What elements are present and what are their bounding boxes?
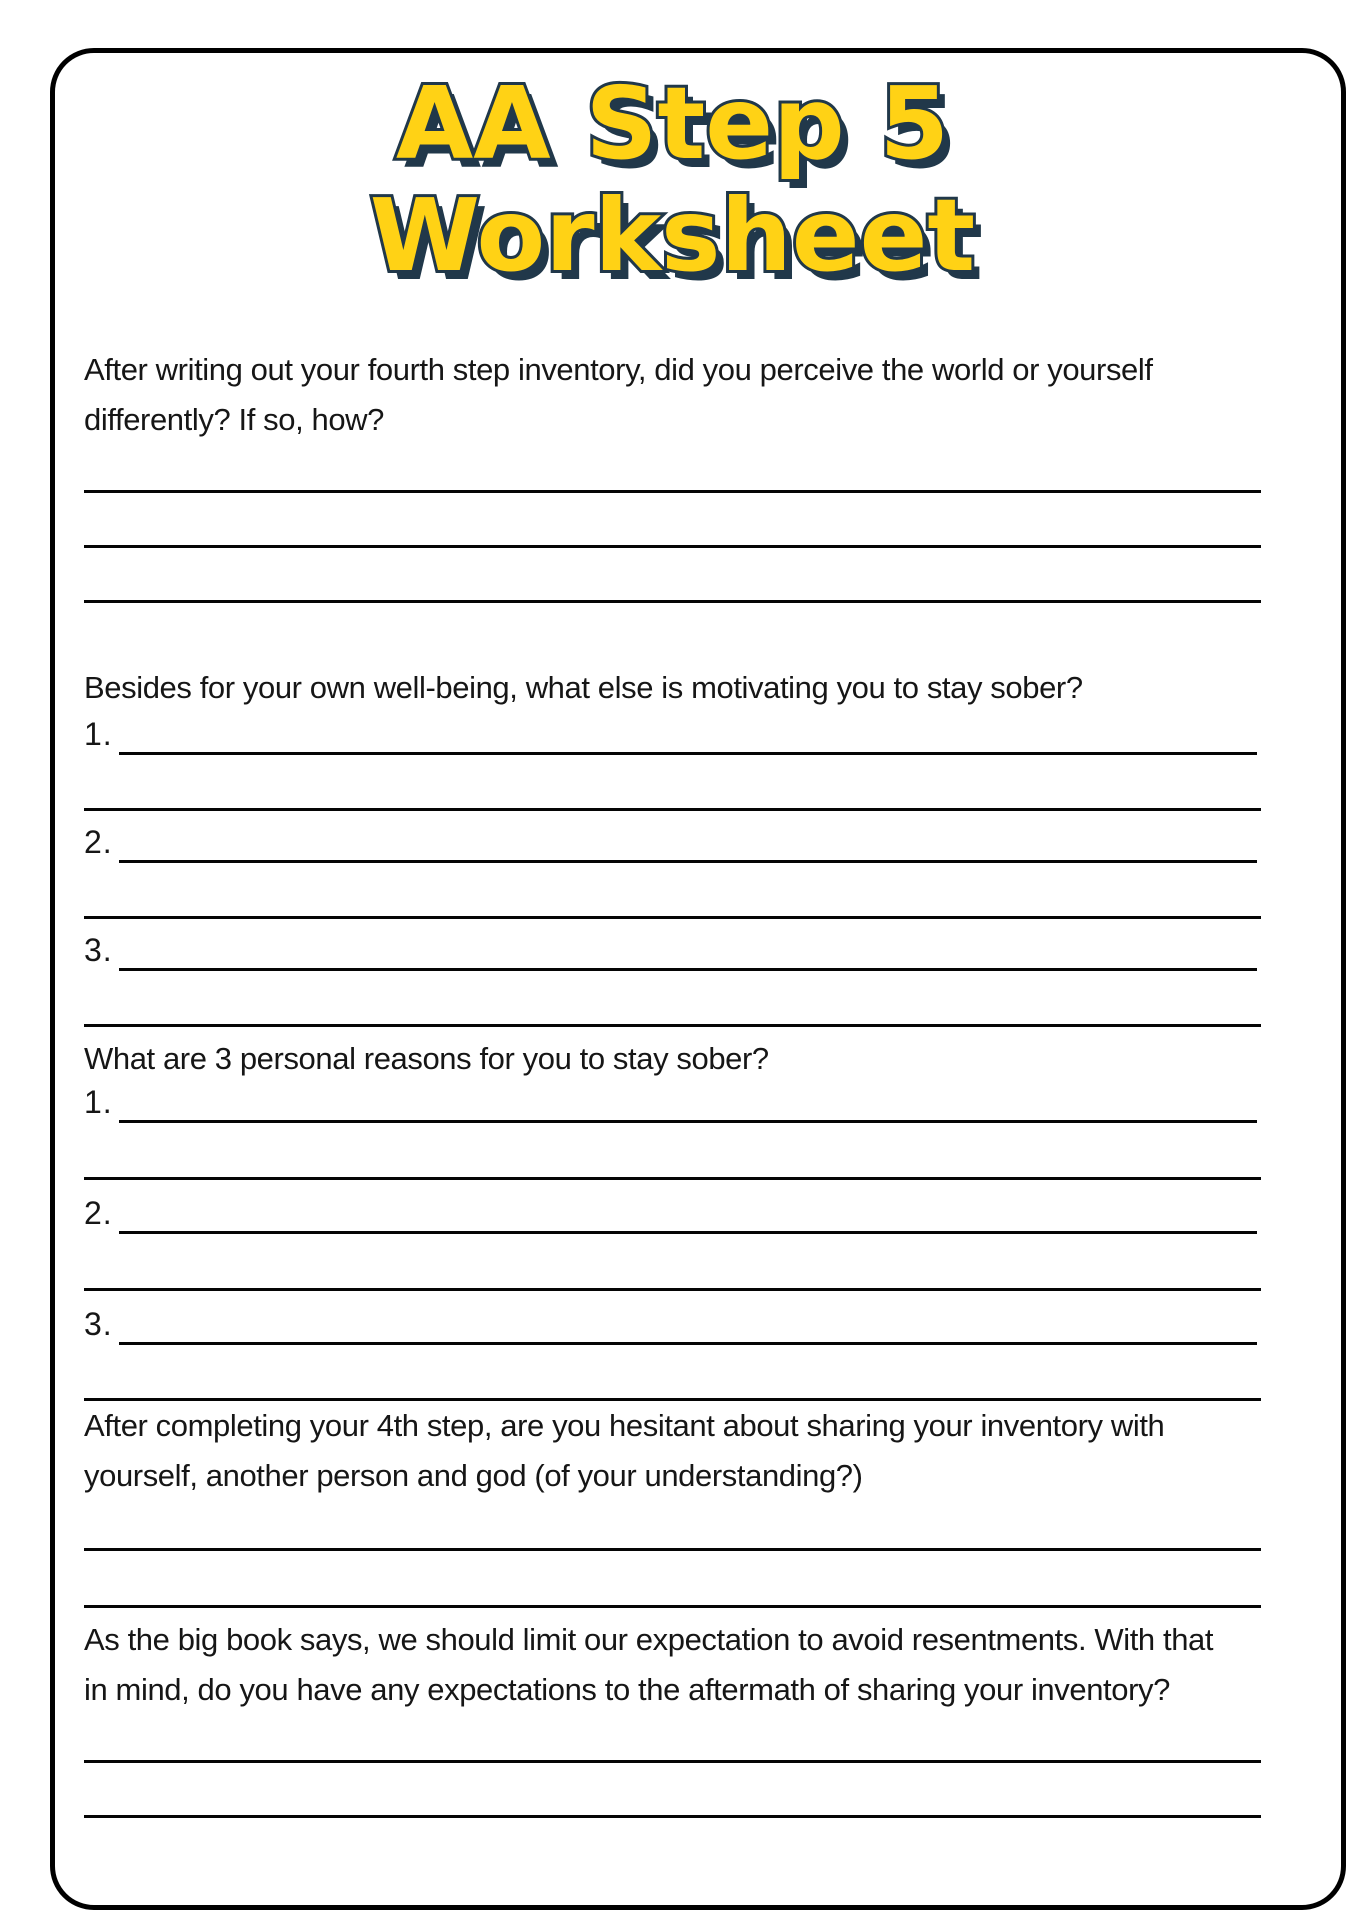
answer-line[interactable]: [119, 1066, 1257, 1123]
answer-line[interactable]: [84, 1345, 1261, 1401]
answer-line[interactable]: [84, 1234, 1261, 1291]
question-5-answer-area: [84, 1708, 1261, 1818]
question-text-line: Besides for your own well-being, what else is motivating you to stay sober?: [84, 670, 1083, 705]
answer-line[interactable]: [84, 1763, 1261, 1818]
question-text-line: differently? If so, how?: [84, 402, 385, 437]
title-line-1: AA Step 5: [395, 65, 950, 182]
question-1-text: [84, 345, 1261, 445]
question-text-line: yourself, another person and god (of your understanding?): [84, 1458, 863, 1493]
question-text-line: After completing your 4th step, are you hesitant about sharing your inventory with: [84, 1408, 1165, 1443]
answer-line[interactable]: [119, 700, 1257, 755]
answer-line[interactable]: [84, 493, 1261, 548]
answer-line[interactable]: [84, 548, 1261, 603]
title-line-2: Worksheet: [369, 177, 976, 294]
question-text-line: in mind, do you have any expectations to the aftermath of sharing your inventory?: [84, 1672, 1170, 1707]
question-3-answer-area: [84, 1069, 1261, 1401]
answer-line[interactable]: [84, 1496, 1261, 1551]
item-number: 3.: [84, 1306, 113, 1342]
numbered-answer-row: [84, 919, 1261, 971]
item-number: 2.: [84, 824, 113, 860]
numbered-answer-row: [84, 703, 1261, 755]
numbered-answer-row: [84, 811, 1261, 863]
answer-line[interactable]: [84, 863, 1261, 919]
answer-line[interactable]: [84, 755, 1261, 811]
answer-line[interactable]: [119, 1288, 1257, 1345]
question-text-line: What are 3 personal reasons for you to stay sober?: [84, 1041, 769, 1076]
numbered-answer-row: [84, 1291, 1261, 1345]
item-number: 1.: [84, 716, 113, 752]
question-text-line: As the big book says, we should limit our expectation to avoid resentments. With that: [84, 1622, 1214, 1657]
numbered-answer-row: [84, 1069, 1261, 1123]
page-title: [84, 65, 1261, 294]
answer-line[interactable]: [119, 808, 1257, 863]
question-5-text: [84, 1615, 1261, 1715]
item-number: 3.: [84, 932, 113, 968]
question-2-answer-area: [84, 703, 1261, 1027]
answer-line[interactable]: [84, 438, 1261, 493]
answer-line[interactable]: [84, 1123, 1261, 1180]
answer-line[interactable]: [119, 916, 1257, 971]
item-number: 1.: [84, 1084, 113, 1120]
item-number: 2.: [84, 1195, 113, 1231]
question-4-answer-area: [84, 1496, 1261, 1608]
question-text-line: After writing out your fourth step inventory, did you perceive the world or yourself: [84, 352, 1153, 387]
answer-line[interactable]: [119, 1177, 1257, 1234]
question-1-answer-area: [84, 438, 1261, 603]
answer-line[interactable]: [84, 1551, 1261, 1608]
answer-line[interactable]: [84, 971, 1261, 1027]
answer-line[interactable]: [84, 1708, 1261, 1763]
question-4-text: [84, 1401, 1261, 1501]
numbered-answer-row: [84, 1180, 1261, 1234]
